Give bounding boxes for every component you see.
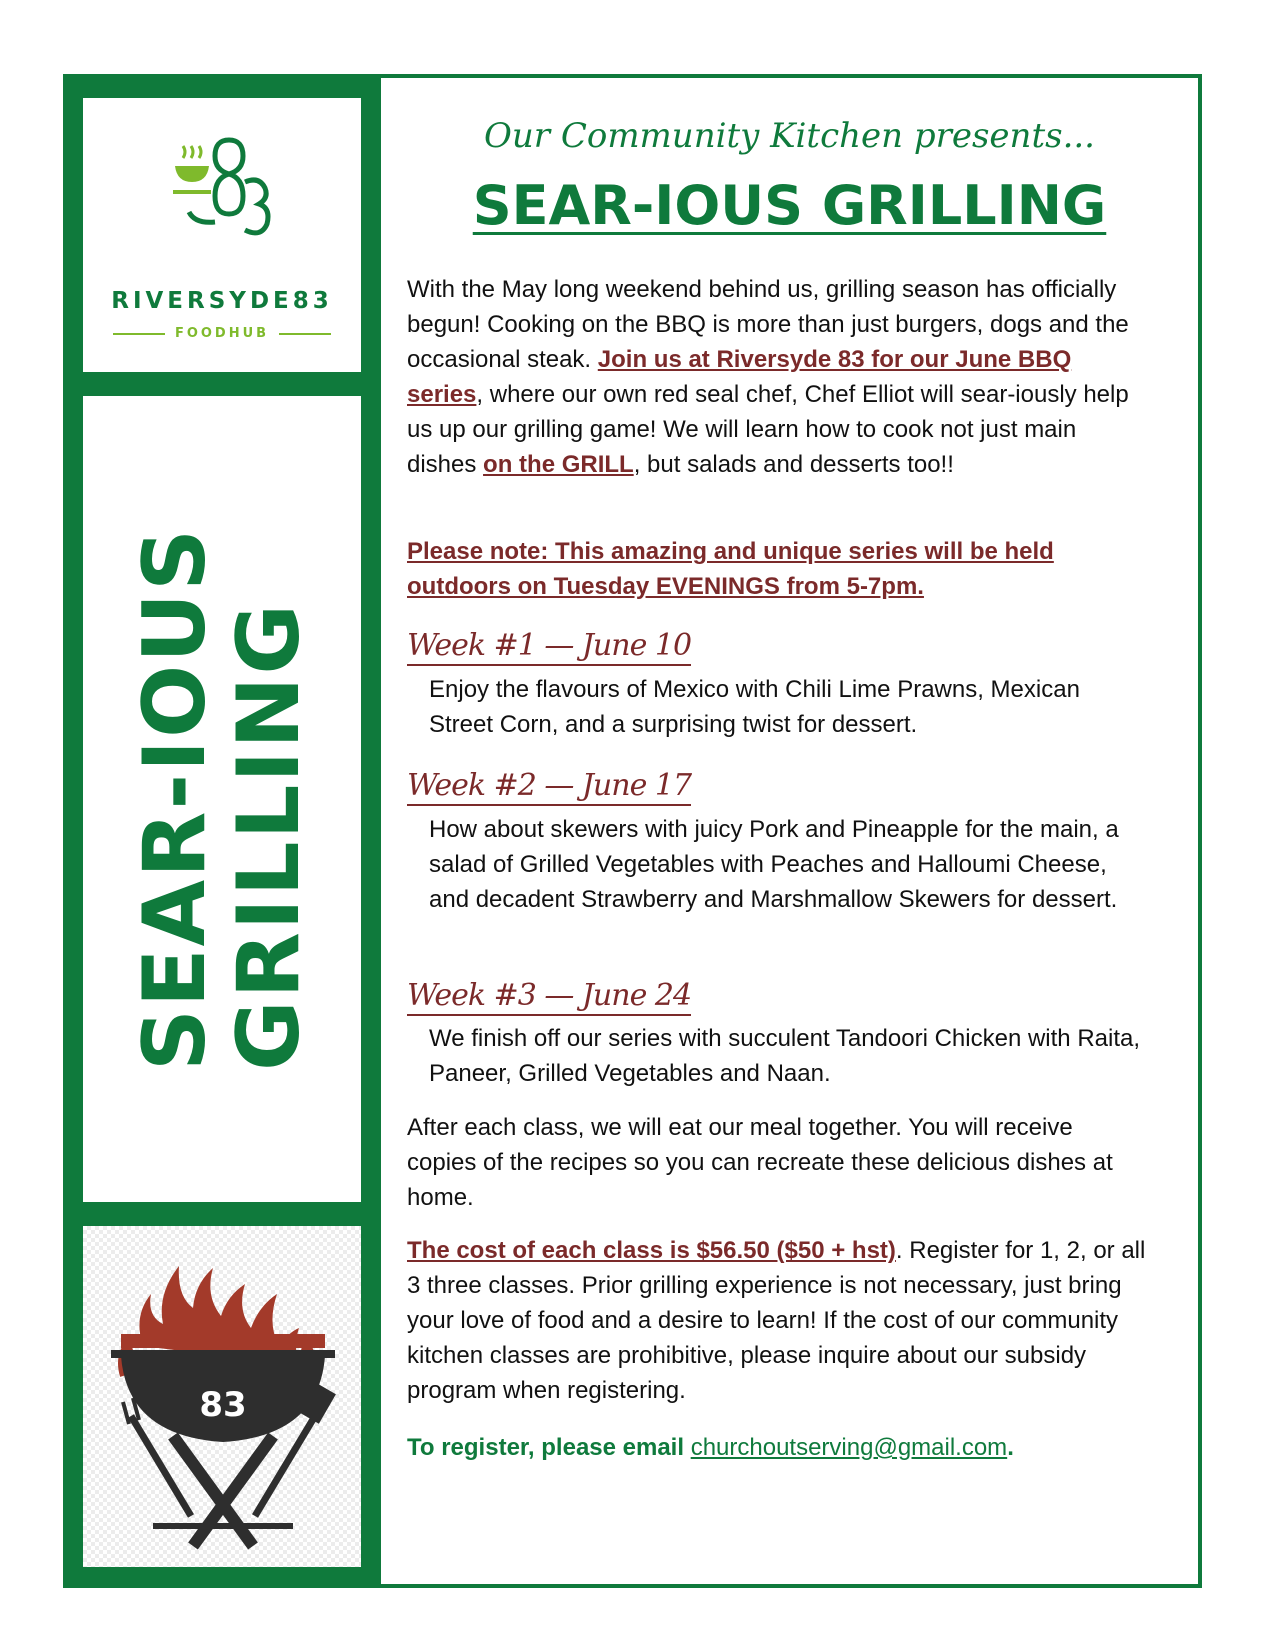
svg-text:83: 83 [199, 1385, 247, 1425]
register-end: . [1007, 1434, 1014, 1461]
vertical-title-box [81, 394, 363, 1204]
vertical-title-line2: GRILLING [219, 602, 319, 1072]
register-text: To register, please email [407, 1434, 691, 1461]
series-link[interactable]: Join us at Riversyde 83 for our June BBQ series [407, 346, 1072, 408]
intro-paragraph [407, 272, 1147, 482]
grill-illustration-box [81, 1224, 363, 1569]
cost-text: . Register for 1, 2, or all 3 three classes. Prior grilling experience is not necessary, just bring your love of food and a desire to learn! If the cost of our community kitchen classes are prohibitive, please inquire about our subsidy program when registering. [407, 1237, 1146, 1404]
intro-text-2: , where our own red seal chef, Chef Elliot will sear-iously help us up our grilling game! We will learn how to cook not just main dishes [407, 381, 1129, 478]
logo-subtitle [83, 326, 361, 341]
cost-paragraph [407, 1233, 1147, 1408]
divider [279, 333, 331, 335]
week-1-desc: Enjoy the flavours of Mexico with Chili Lime Prawns, Mexican Street Corn, and a surprising twist for dessert. [429, 676, 1080, 738]
week-1-title: Week #1 — June 10 [407, 628, 691, 666]
email-link[interactable]: churchoutserving@gmail.com [690, 1434, 1008, 1461]
vertical-title-line1: SEAR-IOUS [125, 526, 225, 1072]
week-3-desc: We finish off our series with succulent Tandoori Chicken with Raita, Paneer, Grilled Vegetables and Naan. [429, 1025, 1141, 1087]
logo-box [81, 96, 363, 374]
riversyde-logo-icon [169, 136, 279, 266]
after-class-paragraph: After each class, we will eat our meal together. You will receive copies of the recipes so you can recreate these delicious dishes at home. [407, 1114, 1113, 1211]
poster-frame [63, 74, 1202, 1588]
presents-line: Our Community Kitchen presents... [484, 116, 1095, 156]
logo-name: RIVERSYDE83 [111, 288, 333, 314]
cost-link[interactable]: The cost of each class is $56.50 ($50 + hst) [407, 1237, 896, 1264]
week-3-title: Week #3 — June 24 [407, 978, 691, 1016]
divider [113, 333, 165, 335]
bbq-grill-icon [83, 1226, 361, 1567]
main-panel [381, 78, 1198, 1584]
week-2-title: Week #2 — June 17 [407, 768, 691, 806]
grill-link[interactable]: on the GRILL [483, 451, 634, 478]
headline: SEAR-IOUS GRILLING [472, 174, 1107, 237]
vertical-title [125, 526, 319, 1072]
note-text: Please note: This amazing and unique series will be held outdoors on Tuesday EVENINGS from 5-7pm. [407, 538, 1054, 600]
intro-text-3: , but salads and desserts too!! [633, 451, 954, 478]
week-2-desc: How about skewers with juicy Pork and Pineapple for the main, a salad of Grilled Vegetables with Peaches and Halloumi Cheese, and decadent Strawberry and Marshmallow Skewers for dessert. [429, 816, 1119, 913]
register-line [407, 1434, 1014, 1462]
logo-subtitle-text: FOODHUB [174, 326, 270, 341]
intro-text-1: With the May long weekend behind us, grilling season has officially begun! Cooking on the BBQ is more than just burgers, dogs and the occasional steak. [407, 276, 1129, 373]
